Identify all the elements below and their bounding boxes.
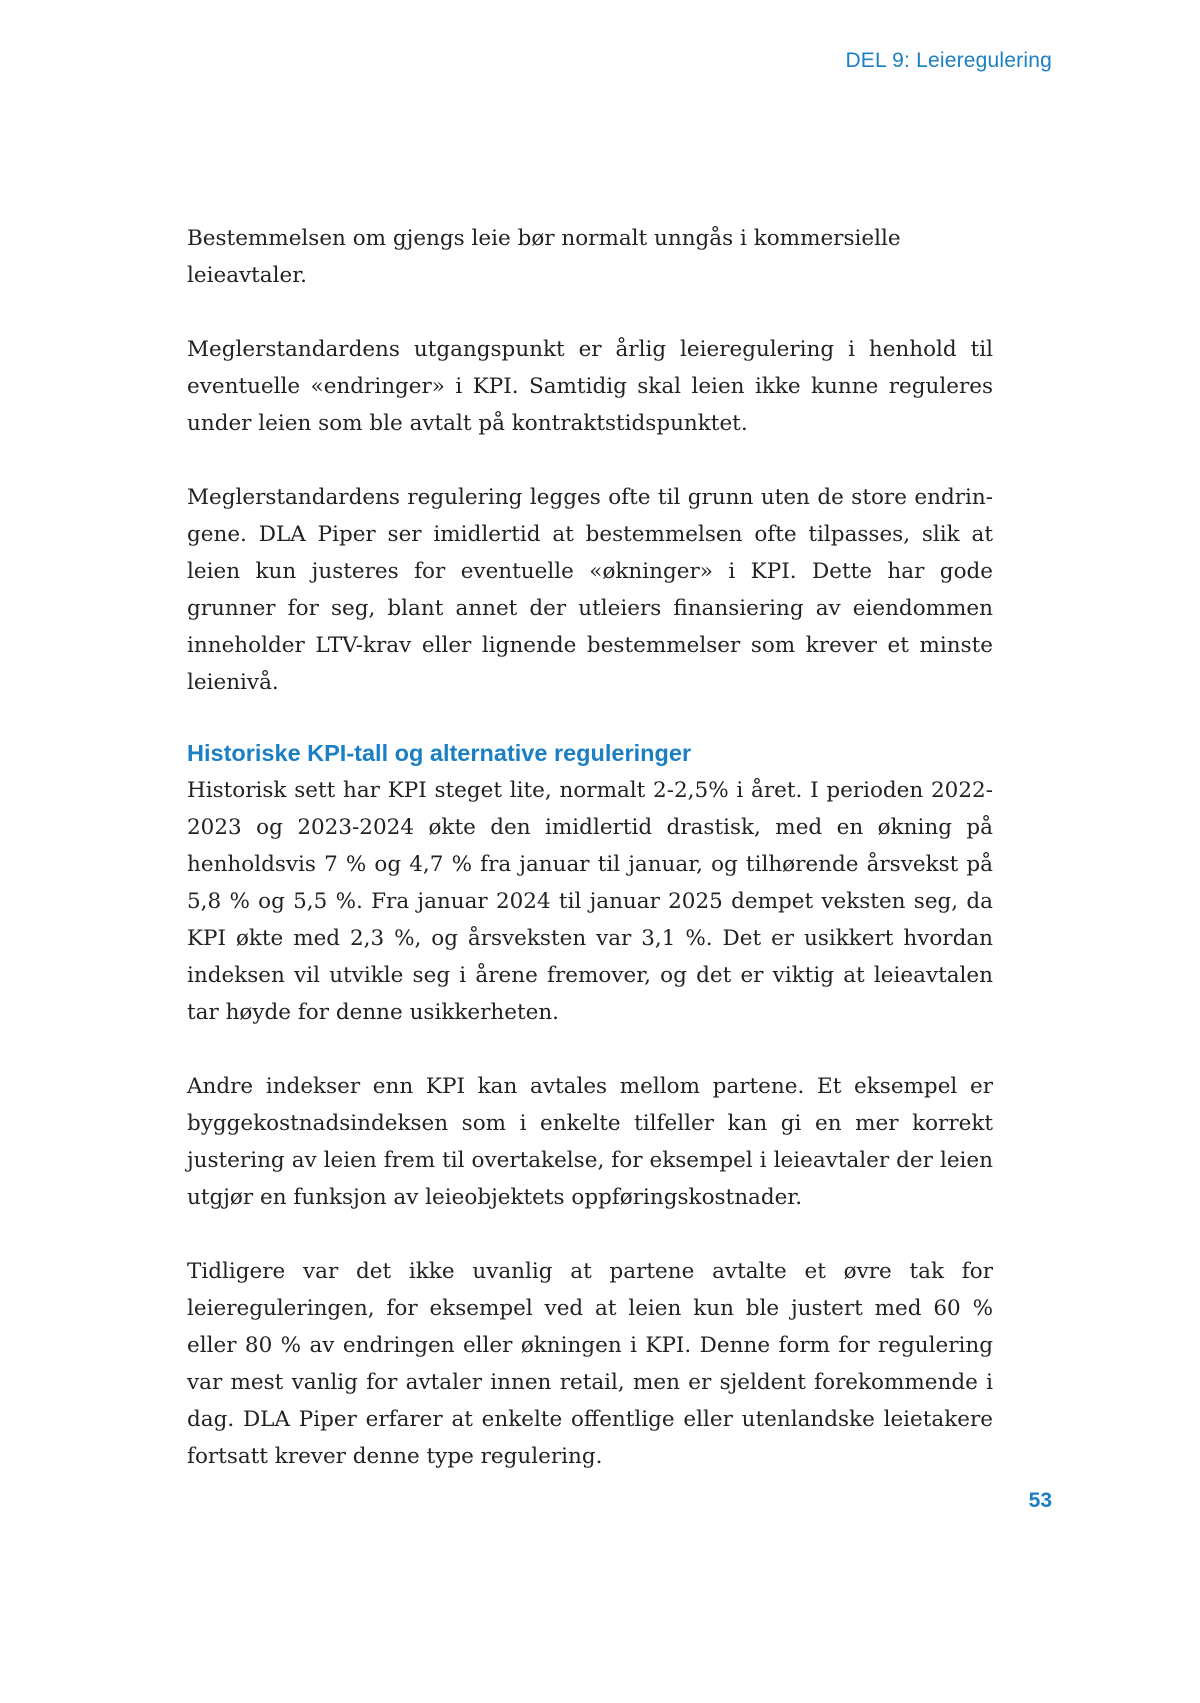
paragraph-meglerstandard-regulering: Meglerstandardens regulering legges ofte til grunn uten de store endringene. DLA Piper ser imidlertid at bestemmelsen ofte tilpasses, slik at leien kun justeres for eventuelle «økninger» i KPI. Dette har gode grunner for seg, blant annet der utleiers finansiering av eiendommen inneholder LTV-krav eller lignende bestemmelser som krever et minste leienivå. (187, 485, 993, 695)
paragraph-historisk-kpi: Historisk sett har KPI steget lite, normalt 2-2,5% i året. I perioden 2022-2023 og 2023-2024 økte den imidlertid drastisk, med en økning på henholdsvis 7 % og 4,7 % fra januar til januar, og tilhørende årsvekst på 5,8 % og 5,5 %. Fra januar 2024 til januar 2025 dempet veksten seg, da KPI økte med 2,3 %, og årsveksten var 3,1 %. Det er usikkert hvordan indeksen vil utvikle seg i årene fremover, og det er viktig at leieavtalen tar høyde for denne usikkerheten. (187, 778, 993, 1025)
page-number: 53 (1028, 1489, 1052, 1512)
section-heading-historiske-kpi: Historiske KPI-tall og alternative reguleringer (187, 740, 692, 766)
page-content (187, 220, 993, 1475)
paragraph-gjengs-leie: Bestemmelsen om gjengs leie bør normalt unngås i kommersielle leieavtaler. (187, 226, 901, 288)
paragraph-meglerstandard-utgangspunkt: Meglerstandardens utgangspunkt er årlig leieregulering i henhold til eventuelle «endringer» i KPI. Samtidig skal leien ikke kunne reguleres under leien som ble avtalt på kontraktstidspunktet. (187, 337, 993, 436)
running-header: DEL 9: Leieregulering (845, 49, 1052, 72)
paragraph-ovre-tak: Tidligere var det ikke uvanlig at partene avtalte et øvre tak for leiereguleringen, for eksempel ved at leien kun ble justert med 60 % eller 80 % av endringen eller økningen i KPI. Denne form for regulering var mest vanlig for avtaler innen retail, men er sjeldent forekommende i dag. DLA Piper erfarer at enkelte offentlige eller utenlandske leietakere fortsatt krever denne type regulering. (187, 1259, 993, 1469)
paragraph-andre-indekser: Andre indekser enn KPI kan avtales mellom partene. Et eksempel er byggekostnadsindeksen som i enkelte tilfeller kan gi en mer korrekt justering av leien frem til overtakelse, for eksempel i leieavtaler der leien utgjør en funksjon av leieobjektets oppføringskostnader. (187, 1074, 993, 1210)
